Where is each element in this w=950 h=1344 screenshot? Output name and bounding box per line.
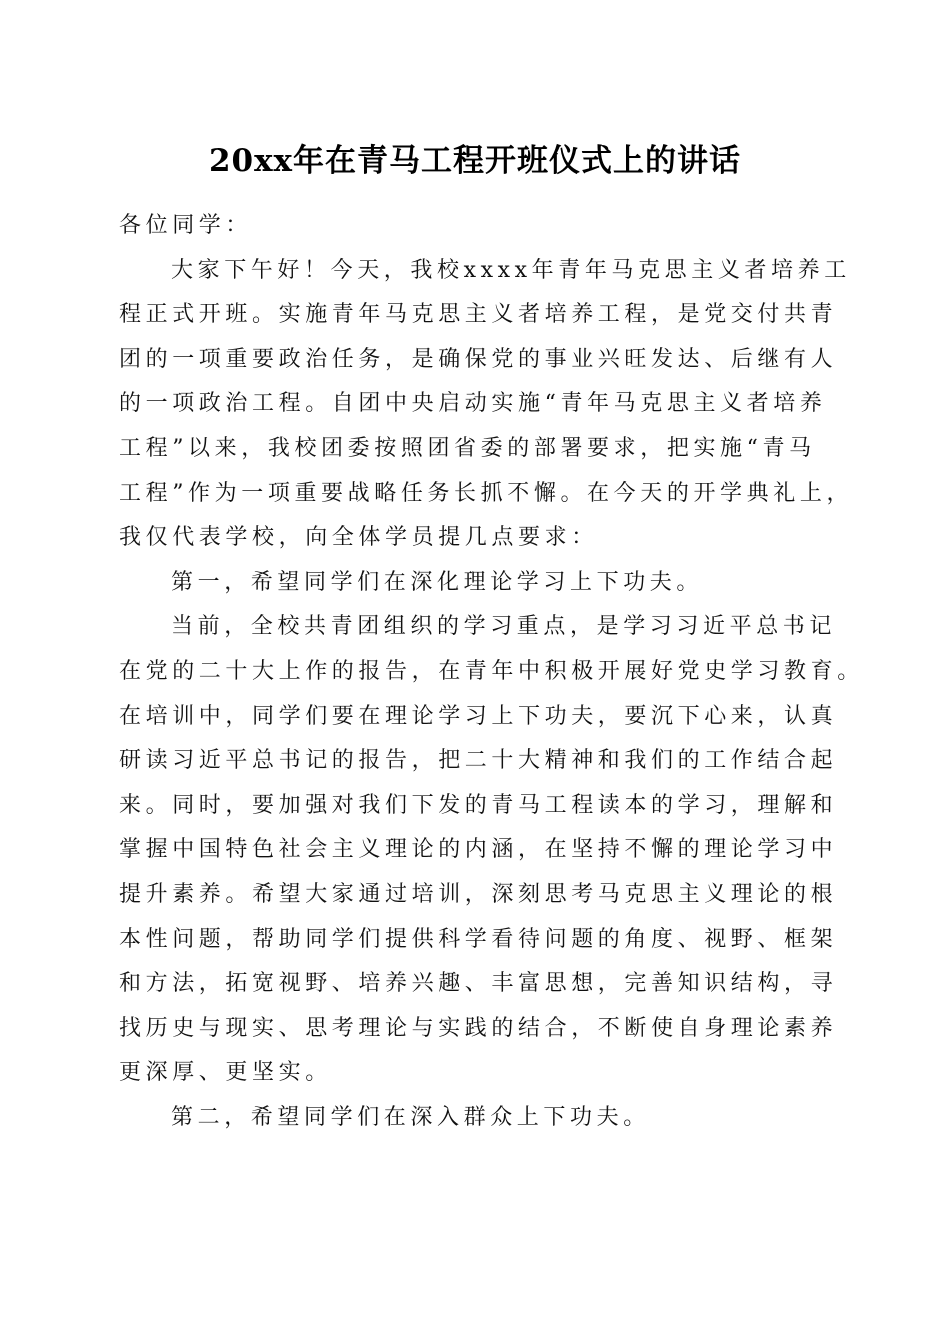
section-heading-2: 第二，希望同学们在深入群众上下功夫。: [171, 1104, 650, 1130]
section-heading-1: 第一，希望同学们在深化理论学习上下功夫。: [171, 569, 704, 595]
document-body: [119, 204, 864, 1140]
paragraph-line: 在党的二十大上作的报告，在青年中积极开展好党史学习教育。: [119, 658, 864, 684]
paragraph-line: 找历史与现实、思考理论与实践的结合，不断使自身理论素养: [119, 1015, 838, 1041]
paragraph-line: 在培训中，同学们要在理论学习上下功夫，要沉下心来，认真: [119, 703, 838, 729]
paragraph-line: 程正式开班。实施青年马克思主义者培养工程，是党交付共青: [119, 302, 838, 328]
paragraph-line: 工程”以来，我校团委按照团省委的部署要求，把实施“青马: [119, 435, 816, 461]
paragraph-line: 大家下午好！今天，我校xxxx年青年马克思主义者培养工: [171, 257, 851, 283]
paragraph-line: 更深厚、更坚实。: [119, 1060, 332, 1086]
paragraph-line: 掌握中国特色社会主义理论的内涵，在坚持不懈的理论学习中: [119, 837, 838, 863]
paragraph-line: 和方法，拓宽视野、培养兴趣、丰富思想，完善知识结构，寻: [119, 971, 838, 997]
paragraph-line: 当前，全校共青团组织的学习重点，是学习习近平总书记: [171, 614, 837, 640]
paragraph-line: 来。同时，要加强对我们下发的青马工程读本的学习，理解和: [119, 792, 838, 818]
paragraph-line: 本性问题，帮助同学们提供科学看待问题的角度、视野、框架: [119, 926, 838, 952]
salutation-line: 各位同学：: [119, 213, 253, 238]
paragraph-line: 的一项政治工程。自团中央启动实施“青年马克思主义者培养: [119, 391, 827, 417]
paragraph-line: 团的一项重要政治任务，是确保党的事业兴旺发达、后继有人: [119, 346, 838, 372]
paragraph-line: 我仅代表学校，向全体学员提几点要求：: [119, 525, 598, 551]
document-title: 20xx年在青马工程开班仪式上的讲话: [208, 143, 742, 179]
paragraph-line: 工程”作为一项重要战略任务长抓不懈。在今天的开学典礼上，: [119, 480, 854, 506]
paragraph-line: 提升素养。希望大家通过培训，深刻思考马克思主义理论的根: [119, 881, 838, 907]
paragraph-line: 研读习近平总书记的报告，把二十大精神和我们的工作结合起: [119, 748, 838, 774]
